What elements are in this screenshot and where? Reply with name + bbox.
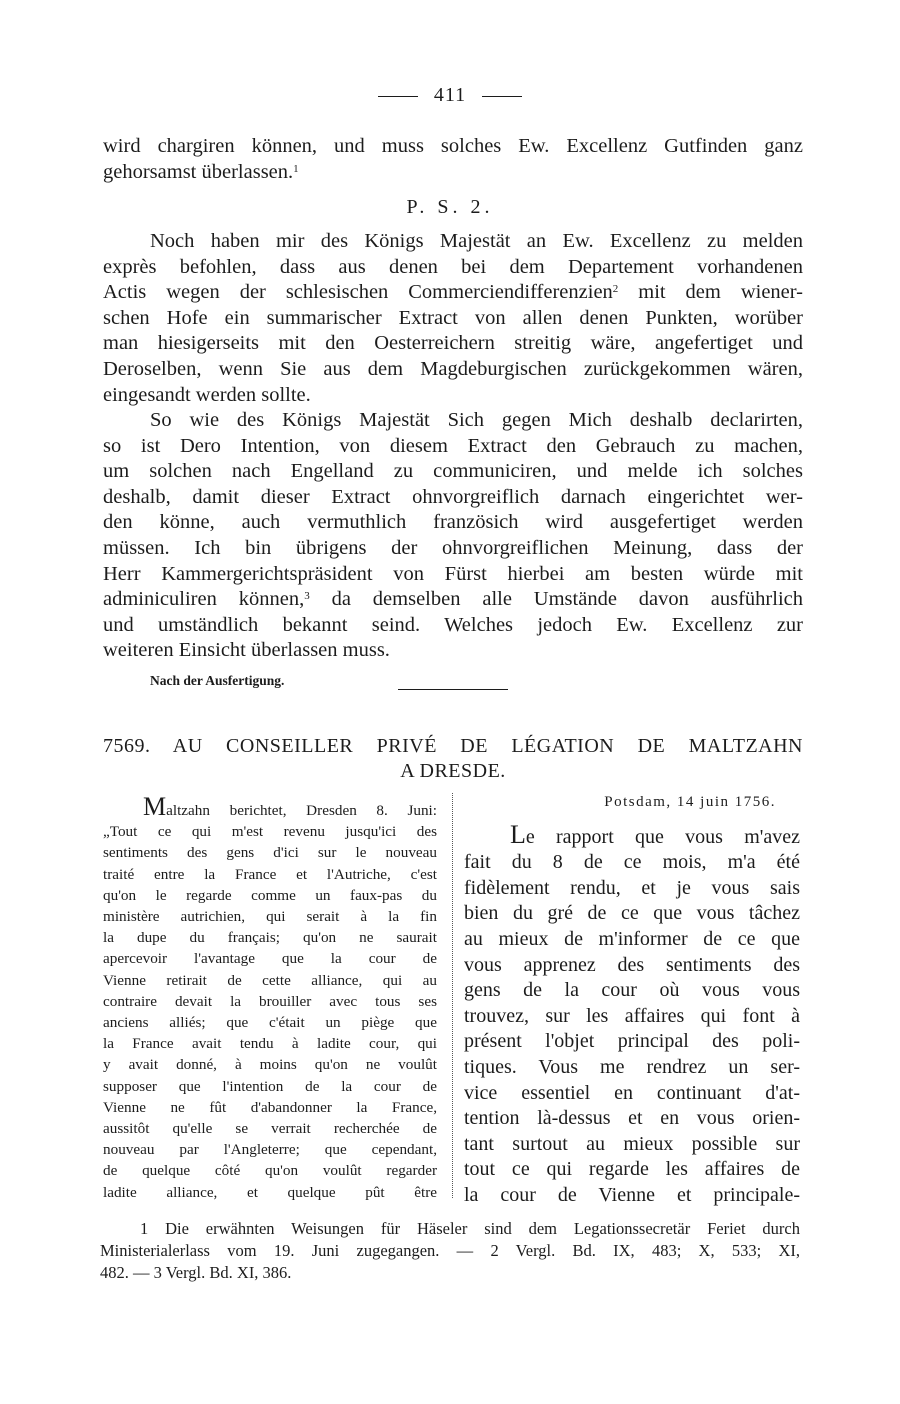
text-line: de quelque côté qu'on voulût regarder	[103, 1162, 437, 1180]
text-line: traité entre la France et l'Autriche, c'est	[103, 865, 437, 883]
text-line: présent l'objet principal des poli-	[464, 1030, 800, 1053]
text-line: um solchen nach Engelland zu communiciren, und melde ich solches	[103, 460, 803, 483]
text-line: so ist Dero Intention, von diesem Extract den Gebrauch zu machen,	[103, 434, 803, 457]
text-line: la dupe du français; qu'on ne saurait	[103, 929, 437, 947]
text-line: ladite alliance, et quelque pût être	[103, 1183, 437, 1201]
text-line: weiteren Einsicht überlassen muss.	[103, 639, 390, 662]
text-line: den könne, auch vermuthlich französich wird ausgefertiget werden	[103, 511, 803, 534]
text-line: deshalb, damit dieser Extract ohnvorgreiflich darnach eingerichtet wer-	[103, 485, 803, 508]
text-line: Deroselben, wenn Sie aus dem Magdeburgischen zurückgekommen wären,	[103, 357, 803, 380]
footnotes	[100, 1218, 800, 1284]
footnote-line: Ministerialerlass vom 19. Juni zugegangen. — 2 Vergl. Bd. IX, 483; X, 533; XI,	[100, 1241, 800, 1260]
page-number: 411	[433, 84, 467, 106]
text-line: Vienne ne fût d'abandonner la France,	[103, 1098, 437, 1116]
header-rule-left	[378, 96, 418, 97]
text-line: gehorsamst überlassen.$^1$	[103, 160, 299, 183]
text-line: man hiesigerseits mit den Oesterreichern streitig wäre, angefertiget und	[103, 332, 803, 355]
text-line: Actis wegen der schlesischen Commerciendifferenzien$^2$ mit dem wiener-	[103, 281, 804, 304]
text-line: apercevoir l'avantage que la cour de	[103, 950, 437, 968]
text-line: ministère autrichien, qui serait à la fin	[103, 908, 437, 926]
section-divider	[398, 689, 508, 690]
footnote-ref: 1	[293, 162, 299, 175]
text-line: schen Hofe ein summarischer Extract von allen denen Punkten, worüber	[103, 306, 803, 329]
text-line: la France avait tendu à ladite cour, qui	[103, 1035, 437, 1053]
text-line: au mieux de m'informer de ce que	[464, 927, 800, 950]
report-summary-column	[103, 792, 437, 1203]
text-line: eingesandt werden sollte.	[103, 383, 311, 406]
text-line: wird chargiren können, und muss solches Ew. Excellenz Gutfinden ganz	[103, 135, 803, 157]
text-line: tiques. Vous me rendrez un ser-	[464, 1055, 800, 1078]
continuation-text	[103, 134, 803, 185]
text-line: vous apprenez des sentiments des	[464, 953, 800, 976]
text-line: la cour de Vienne et principale-	[464, 1183, 800, 1206]
text-line: qu'on le regarde comme un faux-pas du	[103, 886, 437, 904]
footnote-line: 482. — 3 Vergl. Bd. XI, 386.	[100, 1263, 292, 1282]
text-line: So wie des Königs Majestät Sich gegen Mich deshalb declarirten,	[150, 409, 803, 431]
text-line: exprès befohlen, dass aus denen bei dem Departement vorhandenen	[103, 255, 803, 278]
text-line: Noch haben mir des Königs Majestät an Ew. Excellenz zu melden	[150, 230, 803, 252]
initial-letter: M	[143, 792, 167, 821]
text-line: contraire devait la brouiller avec tous ses	[103, 992, 437, 1010]
page-header	[0, 84, 900, 107]
ps-heading: P. S. 2.	[406, 196, 494, 218]
text-line: Le rapport que vous m'avez	[510, 819, 800, 849]
text-line: Herr Kammergerichtspräsident von Fürst hierbei am besten würde mit	[103, 562, 803, 585]
text-line: aussitôt qu'elle se verrait recherchée de	[103, 1120, 437, 1138]
ps-paragraph-2	[103, 408, 803, 664]
document-title	[103, 734, 803, 784]
text-line: anciens alliés; que c'était un piège que	[103, 1014, 437, 1032]
text-line: Vienne retirait de cette alliance, qui au	[103, 971, 437, 989]
ps-paragraph-1	[103, 229, 803, 408]
text-line: tant surtout au mieux possible sur	[464, 1132, 800, 1155]
text-line: und umständlich bekannt seind. Welches jedoch Ew. Excellenz zur	[103, 613, 803, 636]
text-line: supposer que l'intention de la cour de	[103, 1077, 437, 1095]
text-line: tout ce qui regarde les affaires de	[464, 1158, 800, 1181]
dateline: Potsdam, 14 juin 1756.	[604, 794, 776, 810]
text-line: fait du 8 de ce mois, m'a été	[464, 851, 800, 874]
text-line: fidèlement rendu, et je vous sais	[464, 876, 800, 899]
text-line: bien du gré de ce que vous tâchez	[464, 902, 800, 925]
text-line: tention là-dessus et en vous orien-	[464, 1107, 800, 1130]
text-line: nouveau par l'Angleterre; que cependant,	[103, 1141, 437, 1159]
text-line: y avait donné, à moins qu'on ne voulût	[103, 1056, 437, 1074]
footnote-ref: 3	[304, 590, 310, 603]
text-line: adminiculiren können,$^3$ da demselben alle Umstände davon ausführlich	[103, 588, 803, 611]
footnote-ref: 2	[612, 283, 619, 296]
text-line: vice essentiel en continuant d'at-	[464, 1081, 800, 1104]
footnote-line: 1 Die erwähnten Weisungen für Häseler sind dem Legationssecretär Feriet durch	[140, 1219, 800, 1238]
column-separator	[452, 793, 453, 1198]
text-line: Maltzahn berichtet, Dresden 8. Juni:	[143, 792, 437, 821]
title-line-1: 7569. AU CONSEILLER PRIVÉ DE LÉGATION DE MALTZAHN	[103, 735, 803, 757]
text-line: trouvez, sur les affaires qui font à	[464, 1004, 800, 1027]
text-line: gens de la cour où vous vous	[464, 979, 800, 1002]
text-line: müssen. Ich bin übrigens der ohnvorgreiflichen Meinung, dass der	[103, 536, 803, 559]
title-line-2: A DRESDE.	[400, 760, 506, 782]
source-note: Nach der Ausfertigung.	[150, 673, 285, 688]
initial-letter: L	[510, 819, 526, 849]
header-rule-right	[482, 96, 522, 97]
text-line: „Tout ce qui m'est revenu jusqu'ici des	[103, 823, 437, 841]
text-line: sentiments des gens d'ici sur le nouveau	[103, 844, 437, 862]
letter-column	[464, 790, 800, 1209]
